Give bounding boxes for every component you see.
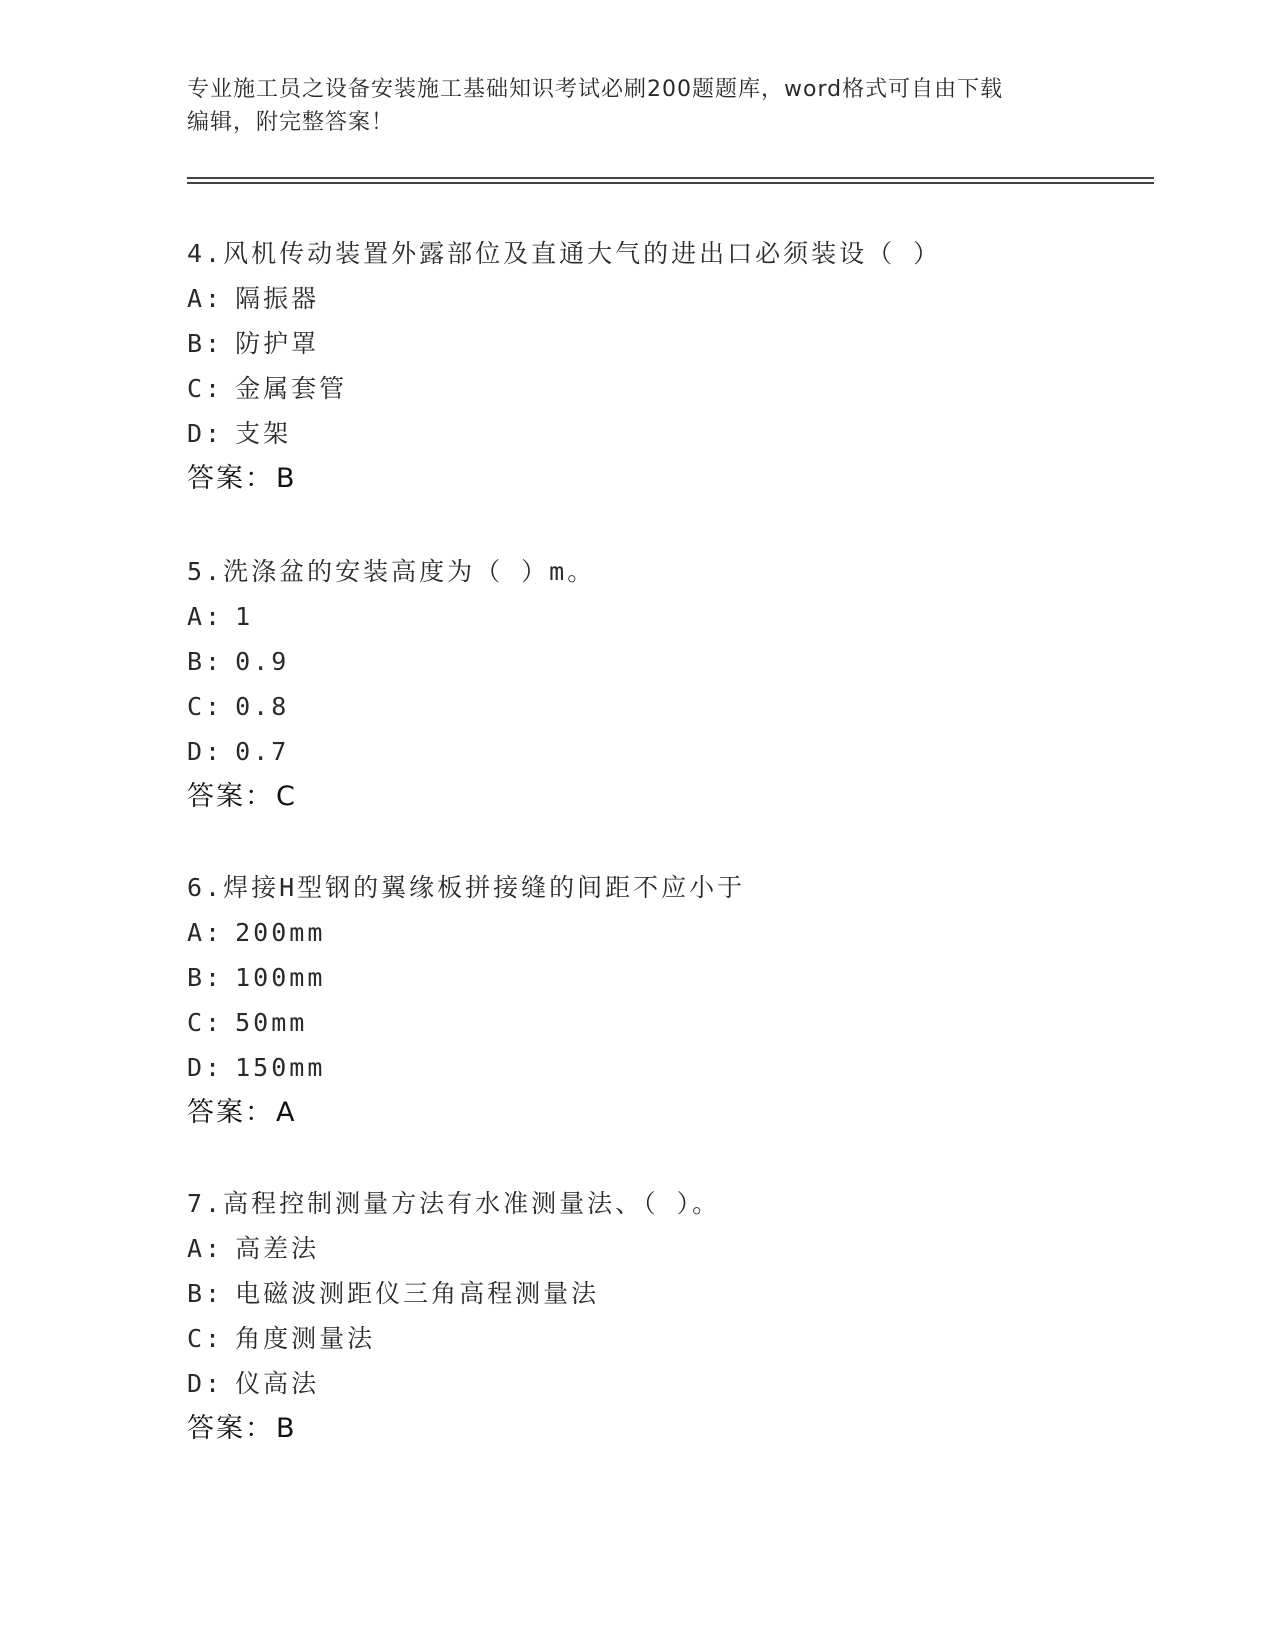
answer-label: 答案： <box>187 1413 274 1444</box>
option-a <box>187 284 1147 314</box>
option-text: 电磁波测距仪三角高程测量法 <box>235 1279 600 1308</box>
question-stem: 7.高程控制测量方法有水准测量法、（ ）。 <box>187 1189 721 1218</box>
option-letter: D: <box>187 1053 224 1082</box>
option-letter: B: <box>187 1279 224 1308</box>
option-b <box>187 1279 1147 1309</box>
question-stem: 6.焊接H型钢的翼缘板拼接缝的间距不应小于 <box>187 873 746 902</box>
option-c <box>187 374 1147 404</box>
answer-label: 答案： <box>187 781 274 812</box>
answer-label: 答案： <box>187 463 274 494</box>
question-stem: 5.洗涤盆的安装高度为（ ）m。 <box>187 557 596 586</box>
question-5 <box>187 557 1147 812</box>
option-a <box>187 1234 1147 1264</box>
question-6 <box>187 873 1147 1128</box>
answer <box>187 782 1147 812</box>
answer <box>187 464 1147 494</box>
document-header <box>187 73 1087 139</box>
option-text: 高差法 <box>235 1234 320 1263</box>
option-letter: C: <box>187 1008 224 1037</box>
option-letter: B: <box>187 647 224 676</box>
option-b <box>187 329 1147 359</box>
option-letter: A: <box>187 918 224 947</box>
option-letter: C: <box>187 374 224 403</box>
answer <box>187 1414 1147 1444</box>
option-text: 150mm <box>235 1053 326 1082</box>
option-c <box>187 1008 1147 1038</box>
option-letter: A: <box>187 1234 224 1263</box>
option-text: 角度测量法 <box>235 1324 376 1353</box>
header-line-1: 专业施工员之设备安装施工基础知识考试必刷200题题库，word格式可自由下载 <box>187 77 1004 102</box>
option-text: 0.9 <box>235 647 290 676</box>
option-text: 支架 <box>235 419 292 448</box>
option-c <box>187 692 1147 722</box>
option-d <box>187 1053 1147 1083</box>
question-stem: 4.风机传动装置外露部位及直通大气的进出口必须装设（ ） <box>187 239 942 268</box>
header-divider-bottom <box>187 182 1154 184</box>
header-line-2: 编辑，附完整答案！ <box>187 110 395 135</box>
answer-label: 答案： <box>187 1097 274 1128</box>
option-letter: A: <box>187 602 224 631</box>
option-text: 仪高法 <box>235 1369 320 1398</box>
answer-value: B <box>276 463 295 494</box>
option-d <box>187 419 1147 449</box>
option-letter: D: <box>187 1369 224 1398</box>
option-text: 防护罩 <box>235 329 320 358</box>
answer-value: A <box>276 1097 295 1128</box>
option-text: 1 <box>235 602 254 631</box>
option-text: 200mm <box>235 918 326 947</box>
option-a <box>187 602 1147 632</box>
option-letter: C: <box>187 1324 224 1353</box>
option-a <box>187 918 1147 948</box>
option-text: 0.8 <box>235 692 290 721</box>
option-letter: D: <box>187 737 224 766</box>
option-letter: B: <box>187 329 224 358</box>
option-letter: C: <box>187 692 224 721</box>
option-text: 金属套管 <box>235 374 348 403</box>
option-letter: B: <box>187 963 224 992</box>
answer <box>187 1098 1147 1128</box>
option-d <box>187 1369 1147 1399</box>
question-4 <box>187 239 1147 494</box>
option-text: 隔振器 <box>235 284 320 313</box>
question-7 <box>187 1189 1147 1444</box>
option-b <box>187 647 1147 677</box>
option-text: 100mm <box>235 963 326 992</box>
option-letter: D: <box>187 419 224 448</box>
option-b <box>187 963 1147 993</box>
option-d <box>187 737 1147 767</box>
answer-value: B <box>276 1413 295 1444</box>
option-c <box>187 1324 1147 1354</box>
answer-value: C <box>276 781 295 812</box>
option-text: 0.7 <box>235 737 290 766</box>
header-divider-top <box>187 177 1154 179</box>
option-text: 50mm <box>235 1008 308 1037</box>
option-letter: A: <box>187 284 224 313</box>
